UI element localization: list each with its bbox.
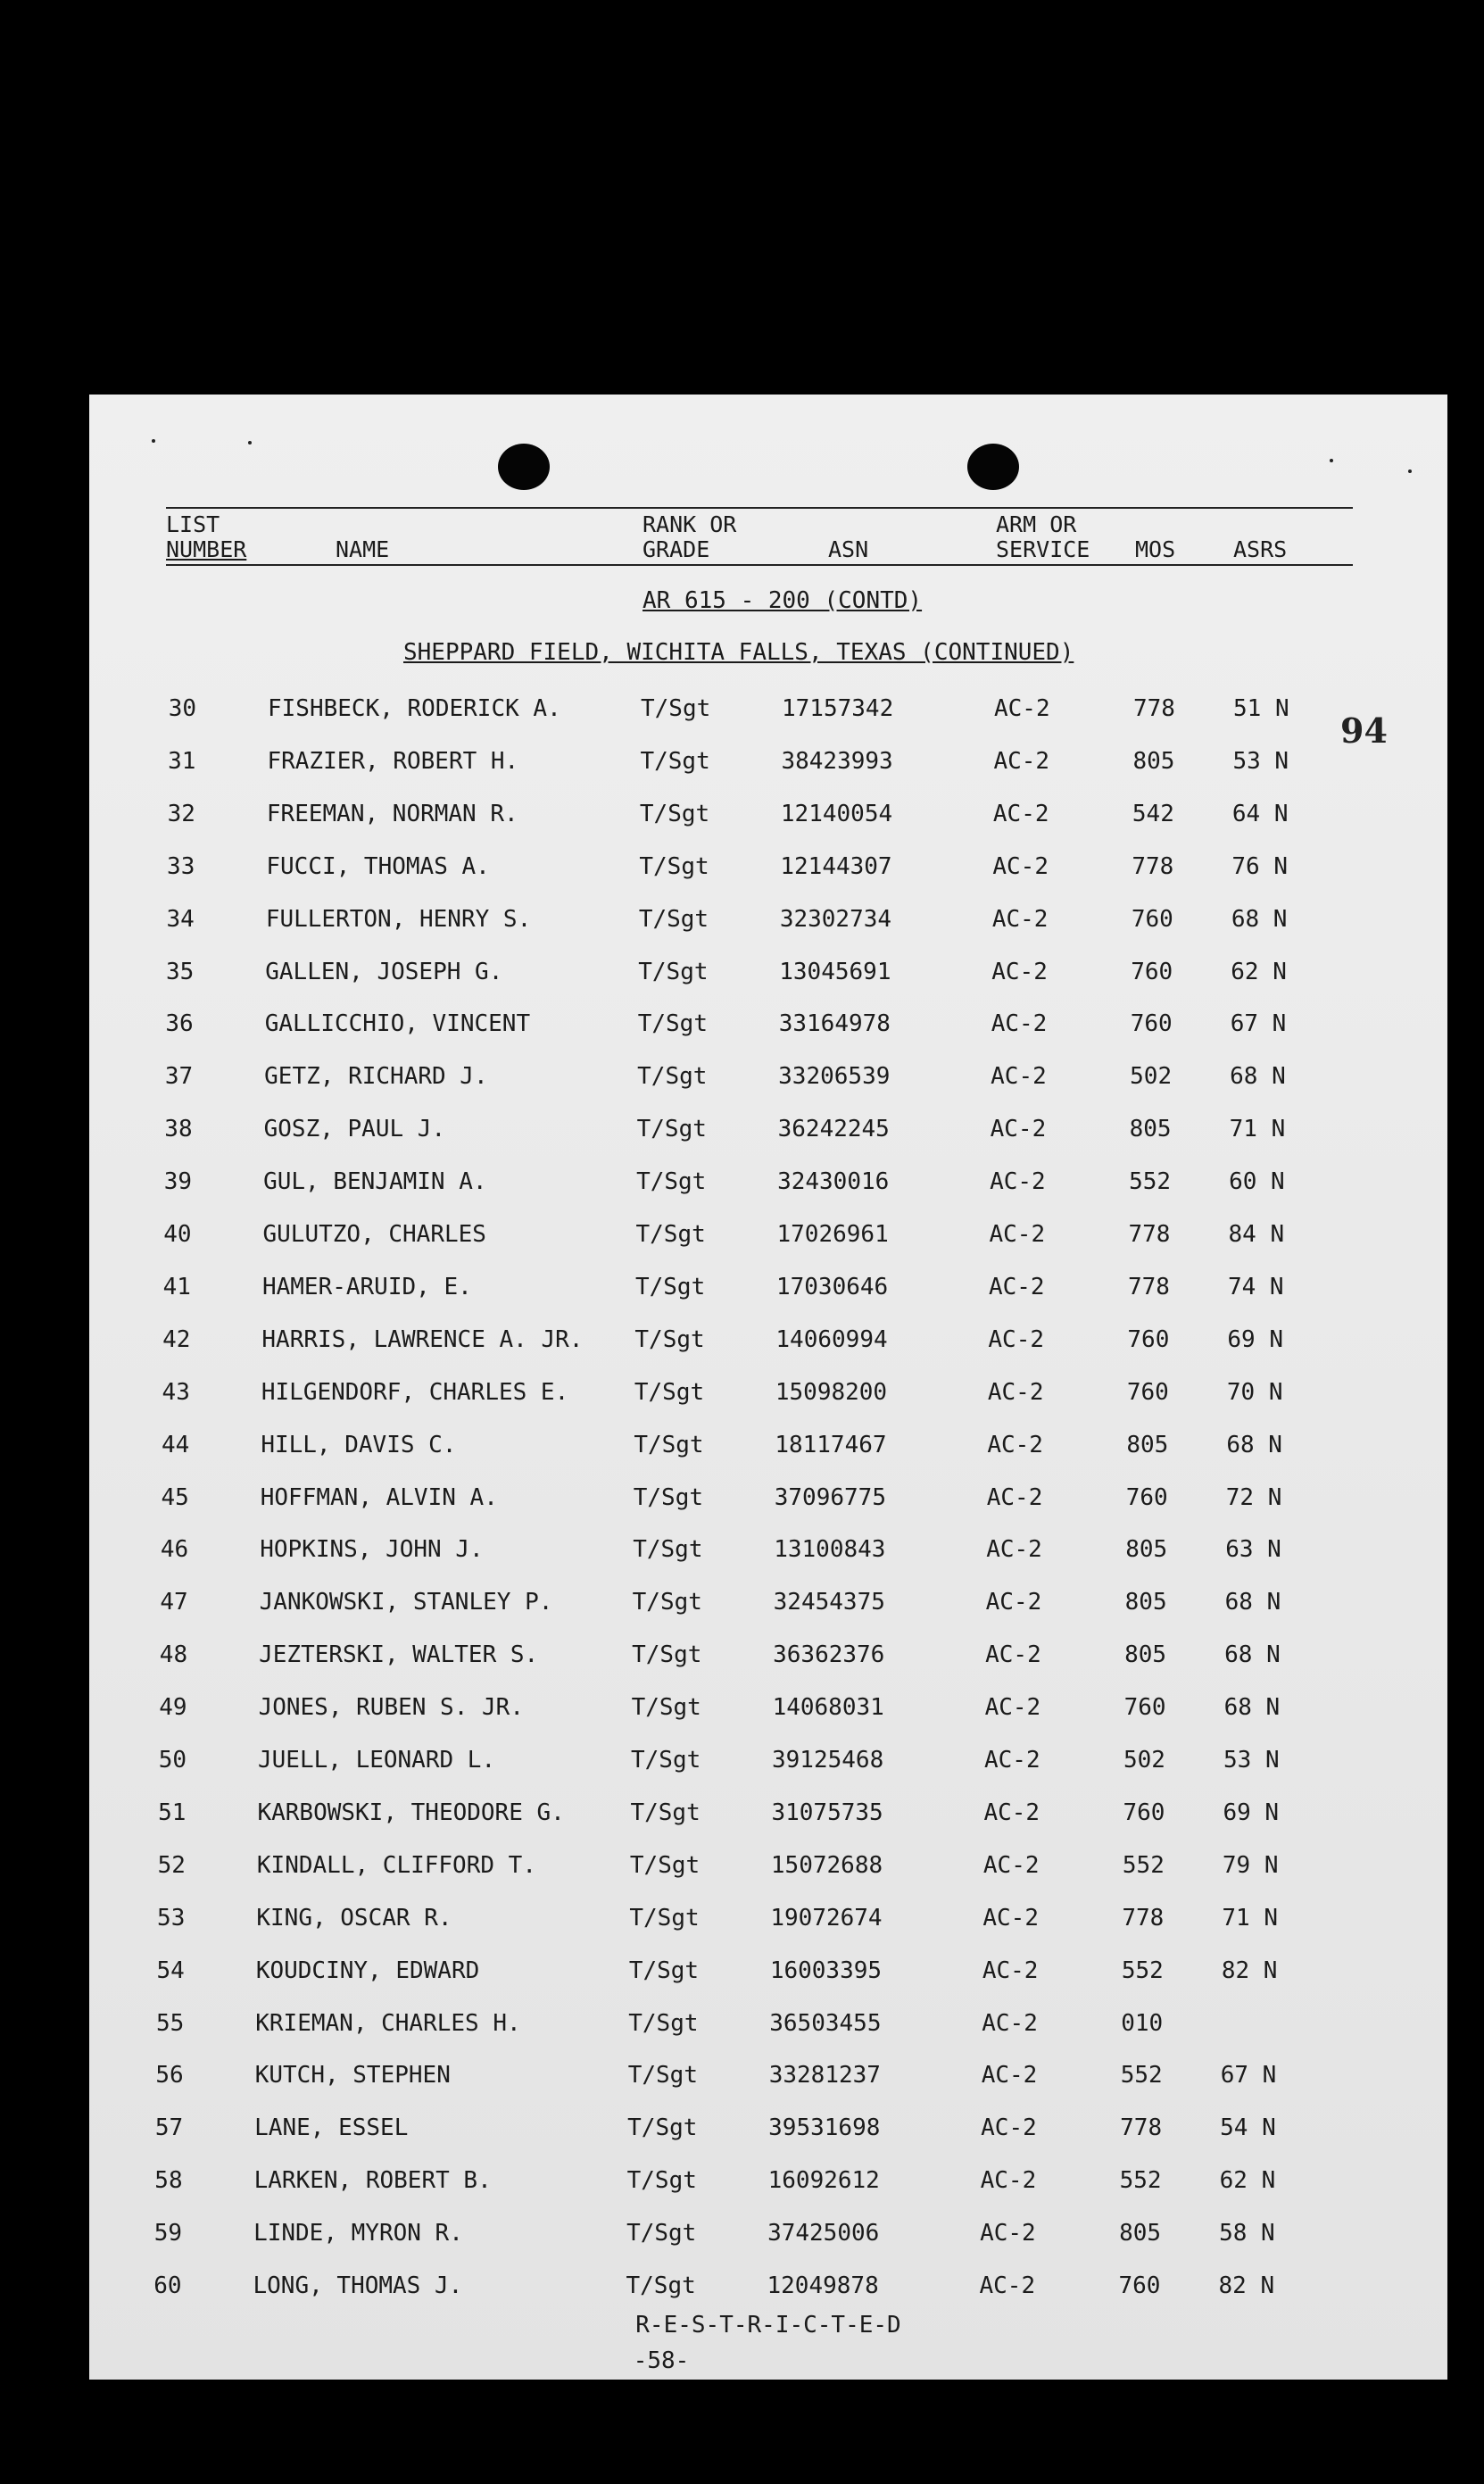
rank-cell: T/Sgt [626, 2220, 697, 2247]
list-number-cell: 53 [157, 1904, 186, 1932]
punch-hole-left [498, 444, 550, 490]
asn-cell: 14060994 [775, 1325, 888, 1353]
asrs-cell: 76 N [1231, 852, 1288, 880]
asrs-cell: 64 N [1231, 800, 1289, 827]
name-cell: LONG, THOMAS J. [253, 2272, 463, 2299]
list-number-cell: 58 [154, 2167, 183, 2195]
mos-cell: 760 [1125, 1483, 1168, 1511]
rank-cell: T/Sgt [627, 2114, 698, 2142]
rank-cell: T/Sgt [634, 1273, 706, 1300]
asn-cell: 38423993 [781, 747, 893, 775]
asrs-cell: 74 N [1227, 1273, 1284, 1300]
name-cell: KINDALL, CLIFFORD T. [256, 1851, 536, 1879]
asrs-cell: 53 N [1223, 1747, 1280, 1774]
scan-speck [1330, 459, 1333, 462]
mos-cell: 760 [1118, 2272, 1161, 2299]
document-page [89, 395, 1447, 2380]
asrs-cell: 62 N [1219, 2167, 1276, 2195]
asn-cell: 33206539 [778, 1063, 891, 1091]
arm-cell: AC-2 [991, 1010, 1048, 1038]
mos-cell: 805 [1125, 1536, 1168, 1564]
arm-cell: AC-2 [983, 1799, 1040, 1826]
mos-cell: 805 [1124, 1589, 1167, 1616]
asn-cell: 32430016 [777, 1168, 890, 1196]
name-cell: FUCCI, THOMAS A. [266, 852, 490, 880]
arm-cell: AC-2 [992, 800, 1049, 827]
asrs-cell: 51 N [1233, 695, 1289, 722]
asn-cell: 36362376 [773, 1641, 885, 1669]
mos-cell: 778 [1128, 1221, 1171, 1248]
name-cell: FULLERTON, HENRY S. [265, 905, 532, 933]
header-mos: MOS [1135, 536, 1176, 562]
name-cell: HAMER-ARUID, E. [261, 1273, 472, 1300]
arm-cell: AC-2 [992, 852, 1049, 880]
scan-speck [1408, 469, 1412, 473]
name-cell: FREEMAN, NORMAN R. [266, 800, 518, 827]
rank-cell: T/Sgt [629, 1904, 700, 1932]
header-list-number: LIST NUMBER [166, 511, 247, 562]
mos-cell: 805 [1126, 1431, 1169, 1458]
rank-cell: T/Sgt [633, 1483, 704, 1511]
rank-cell: T/Sgt [636, 1116, 707, 1143]
asn-cell: 32302734 [779, 905, 892, 933]
name-cell: HARRIS, LAWRENCE A. JR. [261, 1325, 584, 1353]
asrs-cell: 63 N [1225, 1536, 1281, 1564]
list-number-cell: 60 [153, 2272, 182, 2299]
asrs-cell: 58 N [1219, 2220, 1275, 2247]
mos-cell: 778 [1133, 695, 1175, 722]
stamped-page-number: 94 [1340, 710, 1388, 751]
rank-cell: T/Sgt [628, 2009, 699, 2037]
list-number-cell: 51 [158, 1799, 187, 1826]
rank-cell: T/Sgt [638, 905, 709, 933]
mos-cell: 552 [1120, 2062, 1163, 2089]
list-number-cell: 49 [159, 1694, 187, 1722]
header-asrs: ASRS [1233, 536, 1288, 562]
mos-cell: 552 [1129, 1168, 1172, 1196]
list-number-cell: 34 [166, 905, 195, 933]
asn-cell: 39125468 [772, 1747, 884, 1774]
rank-cell: T/Sgt [637, 1010, 708, 1038]
mos-cell: 805 [1124, 1641, 1167, 1669]
arm-cell: AC-2 [989, 1221, 1046, 1248]
name-cell: KRIEMAN, CHARLES H. [255, 2009, 521, 2037]
restricted-marking: R-E-S-T-R-I-C-T-E-D [635, 2312, 901, 2339]
arm-cell: AC-2 [994, 695, 1050, 722]
mos-cell: 502 [1130, 1063, 1173, 1091]
asn-cell: 17030646 [775, 1273, 889, 1300]
list-number-cell: 42 [162, 1325, 191, 1353]
asn-cell: 12140054 [780, 800, 893, 827]
name-cell: KOUDCINY, EDWARD [255, 1956, 480, 1984]
rank-cell: T/Sgt [641, 695, 711, 722]
list-number-cell: 56 [155, 2062, 184, 2089]
asn-cell: 37425006 [767, 2220, 880, 2247]
name-cell: JEZTERSKI, WALTER S. [259, 1641, 539, 1669]
rank-cell: T/Sgt [634, 1378, 705, 1406]
rank-cell: T/Sgt [627, 2062, 698, 2089]
asn-cell: 17026961 [776, 1221, 889, 1248]
mos-cell: 760 [1127, 1325, 1170, 1353]
asrs-cell: 68 N [1226, 1431, 1282, 1458]
arm-cell: AC-2 [984, 1747, 1040, 1774]
rank-cell: T/Sgt [639, 800, 710, 827]
name-cell: JANKOWSKI, STANLEY P. [259, 1589, 553, 1616]
asrs-cell: 68 N [1231, 905, 1288, 933]
mos-cell: 760 [1126, 1378, 1169, 1406]
punch-hole-right [967, 444, 1019, 490]
asrs-cell: 62 N [1231, 958, 1287, 985]
rank-cell: T/Sgt [629, 1851, 701, 1879]
list-number-cell: 43 [162, 1378, 190, 1406]
asrs-cell: 68 N [1224, 1589, 1281, 1616]
arm-cell: AC-2 [979, 2272, 1036, 2299]
arm-cell: AC-2 [988, 1325, 1045, 1353]
arm-cell: AC-2 [984, 1694, 1041, 1722]
mos-cell: 778 [1132, 852, 1174, 880]
arm-cell: AC-2 [981, 2062, 1038, 2089]
asrs-cell: 71 N [1222, 1904, 1278, 1932]
rank-cell: T/Sgt [630, 1799, 701, 1826]
list-number-cell: 48 [159, 1641, 188, 1669]
asrs-cell: 69 N [1227, 1325, 1284, 1353]
mos-cell: 778 [1120, 2114, 1163, 2142]
name-cell: GOSZ, PAUL J. [263, 1116, 446, 1143]
name-cell: LINDE, MYRON R. [253, 2220, 463, 2247]
asn-cell: 12144307 [780, 852, 892, 880]
mos-cell: 760 [1123, 1799, 1165, 1826]
name-cell: KING, OSCAR R. [256, 1904, 452, 1932]
asn-cell: 13045691 [779, 958, 891, 985]
arm-cell: AC-2 [987, 1378, 1044, 1406]
mos-cell: 552 [1121, 1956, 1164, 1984]
asrs-cell: 70 N [1226, 1378, 1283, 1406]
asn-cell: 18117467 [775, 1431, 887, 1458]
arm-cell: AC-2 [990, 1116, 1047, 1143]
header-name: NAME [336, 536, 390, 562]
arm-cell: AC-2 [980, 2220, 1036, 2247]
mos-cell: 010 [1121, 2009, 1164, 2037]
name-cell: GETZ, RICHARD J. [264, 1063, 488, 1091]
name-cell: HILGENDORF, CHARLES E. [261, 1378, 569, 1406]
asn-cell: 13100843 [774, 1536, 886, 1564]
rank-cell: T/Sgt [638, 958, 709, 985]
list-number-cell: 41 [162, 1273, 191, 1300]
column-header [166, 507, 1353, 566]
page-number: -58- [633, 2347, 690, 2374]
asrs-cell: 79 N [1222, 1851, 1279, 1879]
rank-cell: T/Sgt [634, 1325, 705, 1353]
name-cell: GALLICCHIO, VINCENT [264, 1010, 531, 1038]
name-cell: GULUTZO, CHARLES [262, 1221, 486, 1248]
list-number-cell: 31 [168, 747, 196, 775]
asrs-cell: 53 N [1232, 747, 1289, 775]
asrs-cell: 71 N [1229, 1116, 1286, 1143]
rank-cell: T/Sgt [636, 1168, 707, 1196]
name-cell: KARBOWSKI, THEODORE G. [257, 1799, 565, 1826]
rank-cell: T/Sgt [639, 852, 709, 880]
arm-cell: AC-2 [987, 1431, 1043, 1458]
rank-cell: T/Sgt [635, 1221, 706, 1248]
name-cell: FISHBECK, RODERICK A. [268, 695, 561, 722]
regulation-subtitle: AR 615 - 200 (CONTD) [643, 587, 923, 614]
asrs-cell: 68 N [1223, 1694, 1281, 1722]
asrs-cell: 67 N [1220, 2062, 1277, 2089]
asn-cell: 36503455 [769, 2009, 882, 2037]
arm-cell: AC-2 [986, 1483, 1043, 1511]
name-cell: KUTCH, STEPHEN [254, 2062, 451, 2089]
asrs-cell: 69 N [1223, 1799, 1280, 1826]
asn-cell: 19072674 [770, 1904, 883, 1932]
rank-cell: T/Sgt [633, 1536, 703, 1564]
list-number-cell: 40 [163, 1221, 192, 1248]
asrs-cell: 84 N [1228, 1221, 1285, 1248]
rank-cell: T/Sgt [637, 1063, 708, 1091]
list-number-cell: 57 [154, 2114, 184, 2142]
asn-cell: 33164978 [778, 1010, 891, 1038]
mos-cell: 542 [1132, 800, 1174, 827]
arm-cell: AC-2 [993, 747, 1050, 775]
mos-cell: 502 [1123, 1747, 1165, 1774]
asn-cell: 16003395 [769, 1956, 883, 1984]
scan-speck [152, 439, 155, 443]
arm-cell: AC-2 [990, 1168, 1046, 1196]
name-cell: FRAZIER, ROBERT H. [267, 747, 519, 775]
name-cell: HOFFMAN, ALVIN A. [260, 1483, 498, 1511]
asn-cell: 16092612 [767, 2167, 880, 2195]
location-subtitle: SHEPPARD FIELD, WICHITA FALLS, TEXAS (CONTINUED) [403, 639, 1074, 666]
rank-cell: T/Sgt [631, 1694, 701, 1722]
arm-cell: AC-2 [991, 905, 1049, 933]
name-cell: JONES, RUBEN S. JR. [258, 1694, 524, 1722]
header-arm: ARM OR SERVICE [996, 511, 1090, 562]
name-cell: GUL, BENJAMIN A. [263, 1168, 487, 1196]
rank-cell: T/Sgt [632, 1589, 702, 1616]
header-asn: ASN [828, 536, 869, 562]
list-number-cell: 54 [156, 1956, 185, 1984]
rank-cell: T/Sgt [628, 1956, 700, 1984]
rank-cell: T/Sgt [626, 2167, 697, 2195]
mos-cell: 760 [1123, 1694, 1166, 1722]
list-number-cell: 37 [164, 1063, 194, 1091]
list-number-cell: 38 [164, 1116, 193, 1143]
arm-cell: AC-2 [985, 1589, 1042, 1616]
asrs-cell: 67 N [1230, 1010, 1287, 1038]
arm-cell: AC-2 [982, 1851, 1040, 1879]
arm-cell: AC-2 [986, 1536, 1042, 1564]
asn-cell: 15098200 [775, 1378, 888, 1406]
asrs-cell: 68 N [1230, 1063, 1286, 1091]
mos-cell: 778 [1122, 1904, 1165, 1932]
list-number-cell: 39 [163, 1168, 193, 1196]
arm-cell: AC-2 [991, 958, 1048, 985]
name-cell: HOPKINS, JOHN J. [260, 1536, 484, 1564]
list-number-cell: 55 [155, 2009, 185, 2037]
rank-cell: T/Sgt [640, 747, 710, 775]
mos-cell: 552 [1119, 2167, 1162, 2195]
asrs-cell: 72 N [1225, 1483, 1282, 1511]
rank-cell: T/Sgt [626, 2272, 696, 2299]
list-number-cell: 44 [162, 1431, 190, 1458]
list-number-cell: 46 [160, 1536, 189, 1564]
asn-cell: 31075735 [771, 1799, 883, 1826]
rank-cell: T/Sgt [631, 1747, 701, 1774]
list-number-cell: 30 [168, 695, 196, 722]
asn-cell: 36242245 [777, 1116, 890, 1143]
list-number-cell: 50 [158, 1747, 187, 1774]
asn-cell: 12049878 [767, 2272, 879, 2299]
list-number-cell: 47 [160, 1589, 188, 1616]
asn-cell: 15072688 [770, 1851, 883, 1879]
name-cell: HILL, DAVIS C. [261, 1431, 457, 1458]
arm-cell: AC-2 [982, 1904, 1039, 1932]
asn-cell: 39531698 [768, 2114, 881, 2142]
arm-cell: AC-2 [980, 2167, 1037, 2195]
mos-cell: 760 [1131, 905, 1173, 933]
name-cell: LANE, ESSEL [254, 2114, 409, 2142]
mos-cell: 760 [1130, 1010, 1173, 1038]
list-number-cell: 36 [165, 1010, 194, 1038]
asn-cell: 32454375 [773, 1589, 885, 1616]
list-number-cell: 33 [167, 852, 195, 880]
rank-cell: T/Sgt [634, 1431, 704, 1458]
asn-cell: 33281237 [768, 2062, 881, 2089]
asrs-cell: 68 N [1224, 1641, 1281, 1669]
asn-cell: 14068031 [772, 1694, 884, 1722]
name-cell: LARKEN, ROBERT B. [253, 2167, 492, 2195]
name-cell: GALLEN, JOSEPH G. [265, 958, 503, 985]
asn-cell: 37096775 [774, 1483, 886, 1511]
arm-cell: AC-2 [982, 2009, 1038, 2037]
arm-cell: AC-2 [985, 1641, 1041, 1669]
list-number-cell: 52 [157, 1851, 186, 1879]
asrs-cell: 54 N [1220, 2114, 1276, 2142]
mos-cell: 778 [1127, 1273, 1170, 1300]
list-number-cell: 59 [153, 2220, 183, 2247]
mos-cell: 805 [1119, 2220, 1162, 2247]
asn-cell: 17157342 [782, 695, 894, 722]
mos-cell: 805 [1132, 747, 1175, 775]
mos-cell: 805 [1129, 1116, 1172, 1143]
arm-cell: AC-2 [991, 1063, 1047, 1091]
name-cell: JUELL, LEONARD L. [258, 1747, 496, 1774]
asrs-cell: 82 N [1218, 2272, 1275, 2299]
list-number-cell: 32 [167, 800, 195, 827]
arm-cell: AC-2 [988, 1273, 1045, 1300]
header-rank: RANK OR GRADE [643, 511, 737, 562]
arm-cell: AC-2 [982, 1956, 1039, 1984]
scan-speck [248, 441, 252, 444]
list-number-cell: 35 [165, 958, 195, 985]
rank-cell: T/Sgt [632, 1641, 702, 1669]
asrs-cell: 82 N [1221, 1956, 1278, 1984]
mos-cell: 760 [1131, 958, 1173, 985]
asrs-cell: 60 N [1229, 1168, 1285, 1196]
arm-cell: AC-2 [981, 2114, 1037, 2142]
list-number-cell: 45 [161, 1483, 189, 1511]
mos-cell: 552 [1122, 1851, 1165, 1879]
